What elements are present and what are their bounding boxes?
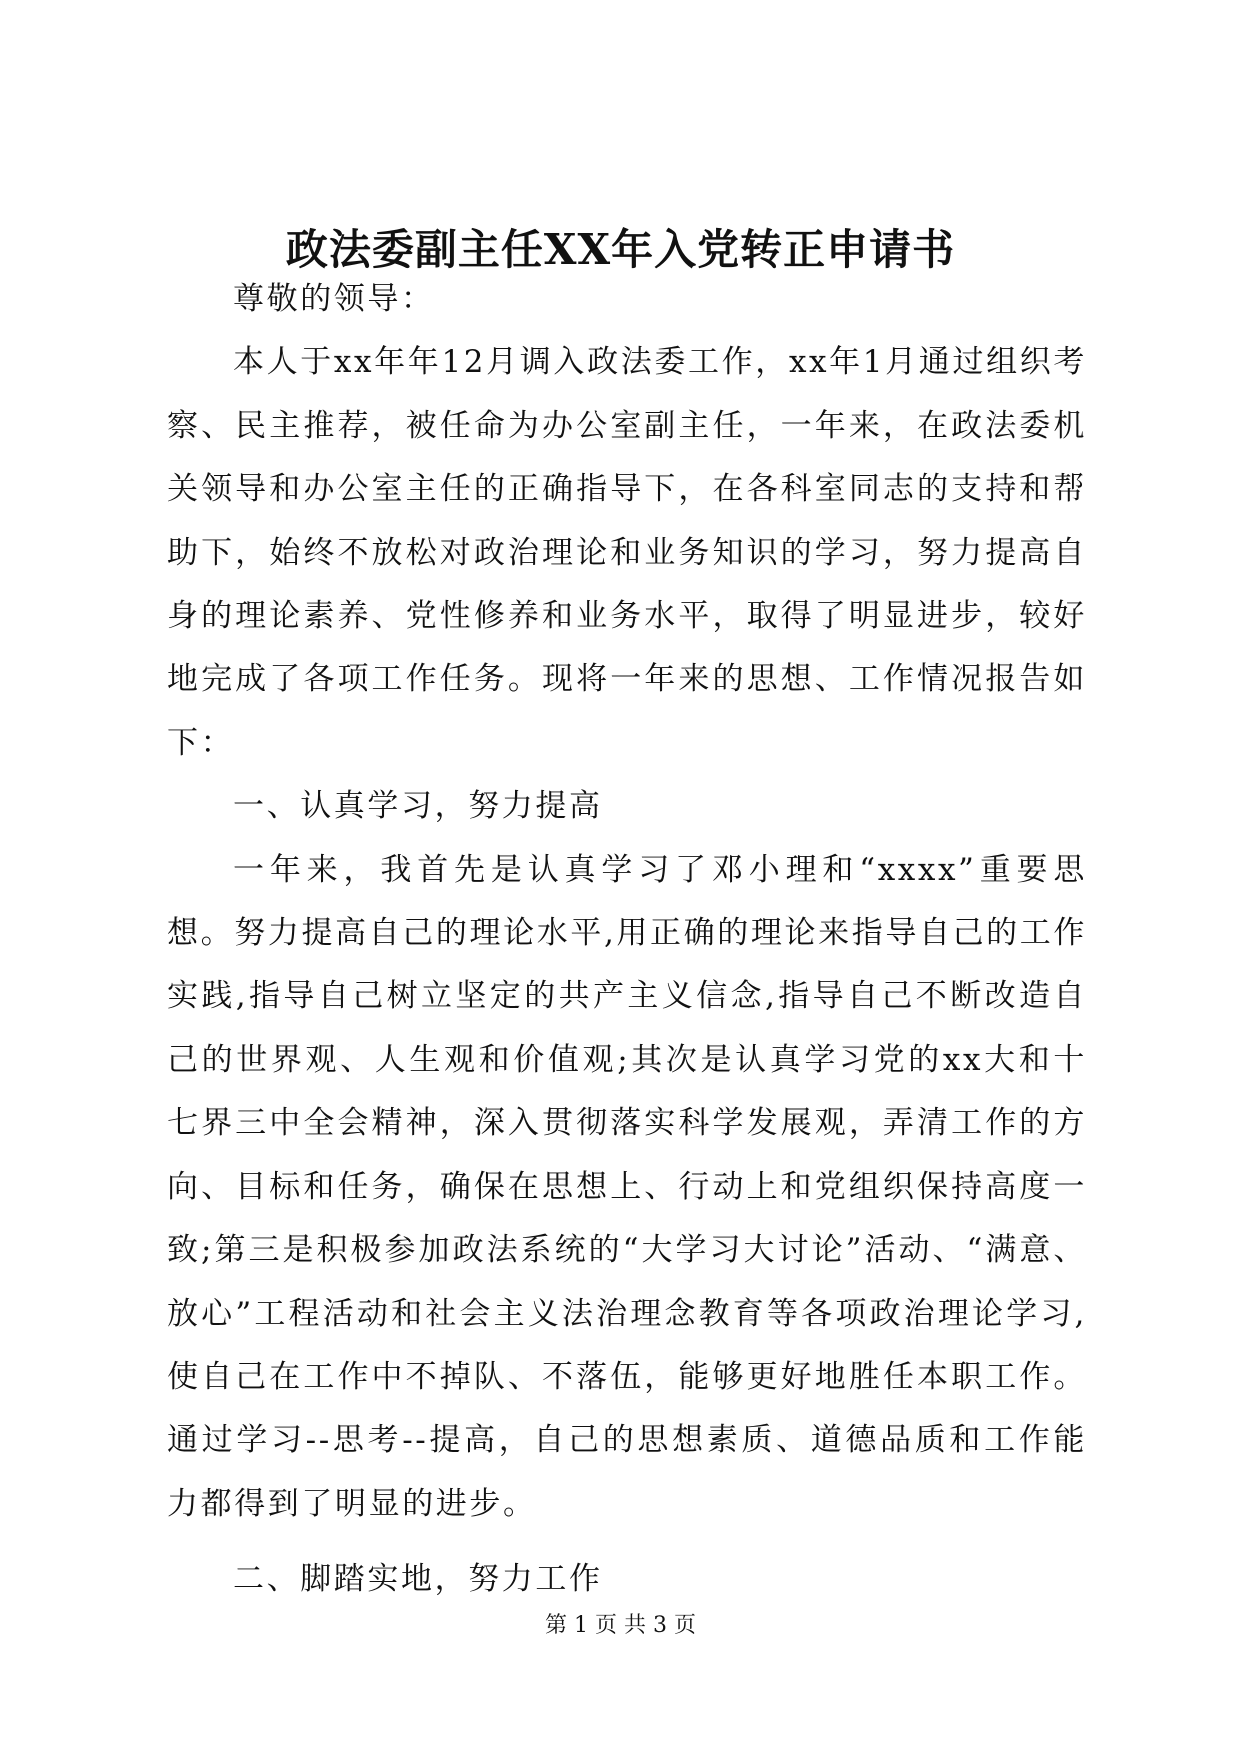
paragraph-intro: 本人于xx年年12月调入政法委工作，xx年1月通过组织考察、民主推荐，被任命为办公室副主任，一年来，在政法委机关领导和办公室主任的正确指导下，在各科室同志的支持和帮助下，始终不放松对政治理论和业务知识的学习，努力提高自身的理论素养、党性修养和业务水平，取得了明显进步，较好地完成了各项工作任务。现将一年来的思想、工作情况报告如下： bbox=[167, 344, 1087, 761]
section-heading-2: 二、脚踏实地，努力工作 bbox=[233, 1561, 603, 1598]
document-title: 政法委副主任XX年入党转正申请书 bbox=[285, 225, 956, 274]
document-body bbox=[167, 268, 1087, 1612]
paragraph-study: 一年来，我首先是认真学习了邓小理和“xxxx”重要思想。努力提高自己的理论水平,用正确的理论来指导自己的工作实践,指导自己树立坚定的共产主义信念,指导自己不断改造自己的世界观、人生观和价值观;其次是认真学习党的xx大和十七界三中全会精神，深入贯彻落实科学发展观，弄清工作的方向、目标和任务，确保在思想上、行动上和党组织保持高度一致;第三是积极参加政法系统的“大学习大讨论”活动、“满意、放心”工程活动和社会主义法治理念教育等各项政治理论学习,使自己在工作中不掉队、不落伍，能够更好地胜任本职工作。通过学习--思考--提高，自己的思想素质、道德品质和工作能力都得到了明显的进步。 bbox=[167, 851, 1087, 1522]
page-number-footer: 第 1 页 共 3 页 bbox=[545, 1613, 696, 1638]
salutation: 尊敬的领导： bbox=[233, 281, 435, 317]
section-heading-1: 一、认真学习，努力提高 bbox=[233, 788, 603, 825]
